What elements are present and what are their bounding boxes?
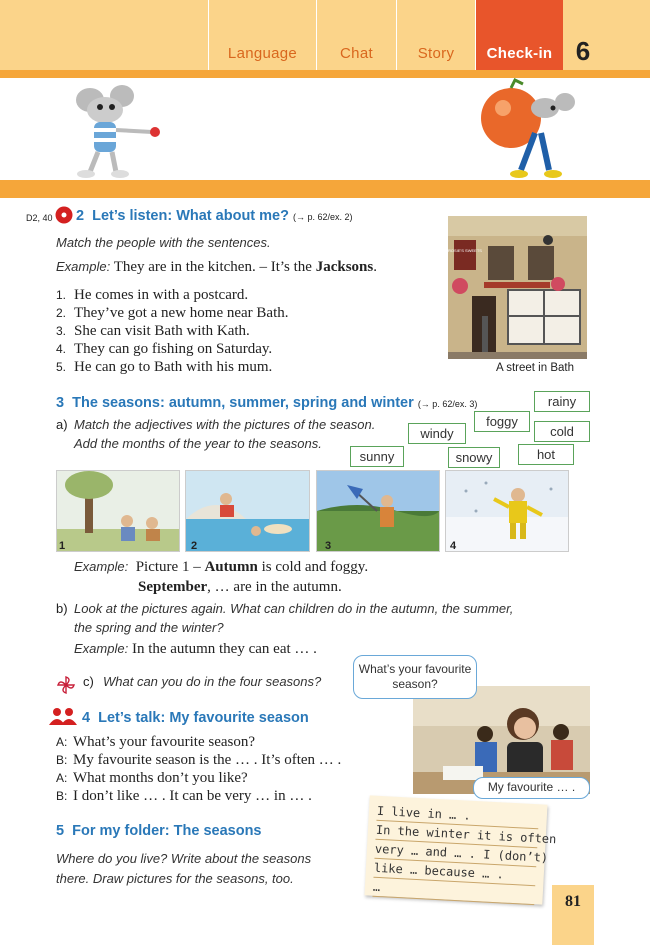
pair-work-icon (48, 707, 78, 725)
list-item: 2. They’ve got a new home near Bath. (56, 305, 289, 321)
word-card-windy[interactable]: windy (408, 423, 466, 444)
picture-number-2: 2 (191, 540, 198, 552)
list-item: 1. He comes in with a postcard. (56, 287, 249, 303)
part-a-line2: Add the months of the year to the seasons. (74, 436, 322, 451)
picture-number-4: 4 (450, 540, 457, 552)
exercise-number: 4 (82, 710, 91, 726)
part-b-line1: Look at the pictures again. What can children do in the autumn, the summer, (74, 601, 514, 616)
dialogue-line: A: What’s your favourite season? (56, 734, 256, 750)
word-card-sunny[interactable]: sunny (350, 446, 404, 467)
cd-icon (55, 206, 73, 224)
example-text: They are in the kitchen. – It’s the (113, 259, 312, 275)
ex3-heading (56, 395, 477, 411)
shop-sign: ROSIE'S SWEETS (448, 248, 482, 253)
ex5-line1: Where do you live? Write about the seasons (56, 851, 312, 866)
part-b-line2: the spring and the winter? (74, 620, 224, 635)
tab-story[interactable] (396, 0, 475, 70)
part-b-example: Example: In the autumn they can eat … . (74, 641, 317, 657)
note-line: In the winter it is often (375, 821, 538, 848)
exercise-title: Let’s listen: What about me? (92, 208, 289, 224)
unit-number: 6 (575, 36, 591, 66)
example-label: Example: (74, 559, 129, 574)
dialogue-line: A: What months don’t you like? (56, 770, 248, 786)
example-answer: Jacksons (315, 259, 374, 275)
ex4-heading (82, 710, 309, 726)
mouse-mascot-left (60, 80, 170, 180)
tab-check-in[interactable] (475, 0, 563, 70)
word-card-snowy[interactable]: snowy (448, 447, 500, 468)
tab-label: Check-in (486, 45, 553, 62)
photo-caption: A street in Bath (496, 362, 574, 374)
ex2-heading (76, 208, 353, 224)
part-a-label: a) (56, 417, 68, 432)
ex4-dialogue (56, 733, 386, 805)
list-item: 5. He can go to Bath with his mum. (56, 359, 273, 375)
section-band (0, 180, 650, 198)
exercise-number: 2 (76, 208, 85, 224)
pinwheel-icon (56, 675, 76, 695)
season-picture-spring (316, 470, 440, 552)
track-number: D2, 40 (26, 213, 53, 223)
page-reference: (→ p. 62/ex. 3) (417, 399, 478, 409)
part-b-label: b) (56, 601, 68, 616)
example-label: Example: (74, 641, 129, 656)
note-line: like … because … . (373, 859, 536, 886)
season-picture-summer (185, 470, 310, 552)
speech-bubble-question: What’s your favourite season? (353, 655, 477, 699)
ex3-example-line1: Example: Picture 1 – Autumn is cold and foggy. (74, 559, 369, 575)
header-stripe (0, 70, 650, 78)
word-card-foggy[interactable]: foggy (474, 411, 530, 432)
exercise-number: 3 (56, 395, 65, 411)
ex5-heading (56, 823, 262, 839)
ex3-example-line2: September, … are in the autumn. (138, 579, 342, 595)
speech-bubble-answer: My favourite … . (473, 777, 590, 799)
example-label: Example: (56, 259, 111, 274)
exercise-title: The seasons: autumn, summer, spring and winter (72, 395, 414, 411)
page-number: 81 (552, 885, 594, 945)
tab-chat[interactable] (316, 0, 396, 70)
list-item: 4. They can go fishing on Saturday. (56, 341, 273, 357)
ex2-instruction: Match the people with the sentences. (56, 235, 271, 250)
note-line: I live in … . (376, 802, 539, 829)
ex5-line2: there. Draw pictures for the seasons, too. (56, 871, 294, 886)
word-card-hot[interactable]: hot (518, 444, 574, 465)
season-picture-winter (445, 470, 569, 552)
tab-label: Chat (340, 45, 373, 62)
exercise-title: For my folder: The seasons (72, 823, 262, 839)
mouse-with-apple-mascot (475, 78, 585, 183)
picture-number-3: 3 (325, 540, 332, 552)
word-card-cold[interactable]: cold (534, 421, 590, 442)
list-item: 3. She can visit Bath with Kath. (56, 323, 250, 339)
dialogue-line: B: I don’t like … . It can be very … in … . (56, 788, 312, 804)
season-picture-autumn (56, 470, 180, 552)
page-reference: (→ p. 62/ex. 2) (293, 212, 353, 222)
picture-number-1: 1 (59, 540, 66, 552)
part-c-label: c) (83, 674, 94, 689)
exercise-title: Let’s talk: My favourite season (98, 710, 309, 726)
note-line: very … and … . I (don’t) (374, 840, 537, 867)
tab-label: Story (417, 45, 455, 62)
part-c-text: What can you do in the four seasons? (103, 674, 322, 689)
exercise-number: 5 (56, 823, 65, 839)
dialogue-line: B: My favourite season is the … . It’s often … . (56, 752, 342, 768)
word-card-rainy[interactable]: rainy (534, 391, 590, 412)
handwritten-note (365, 795, 557, 904)
part-a-line1: Match the adjectives with the pictures of the season. (74, 417, 376, 432)
tab-language[interactable] (208, 0, 316, 70)
note-line: … (372, 878, 535, 905)
ex2-example (56, 258, 377, 276)
example-end: . (373, 259, 377, 275)
ex2-sentence-list (56, 286, 386, 376)
tab-label: Language (227, 45, 298, 62)
bath-street-photo (448, 216, 587, 359)
